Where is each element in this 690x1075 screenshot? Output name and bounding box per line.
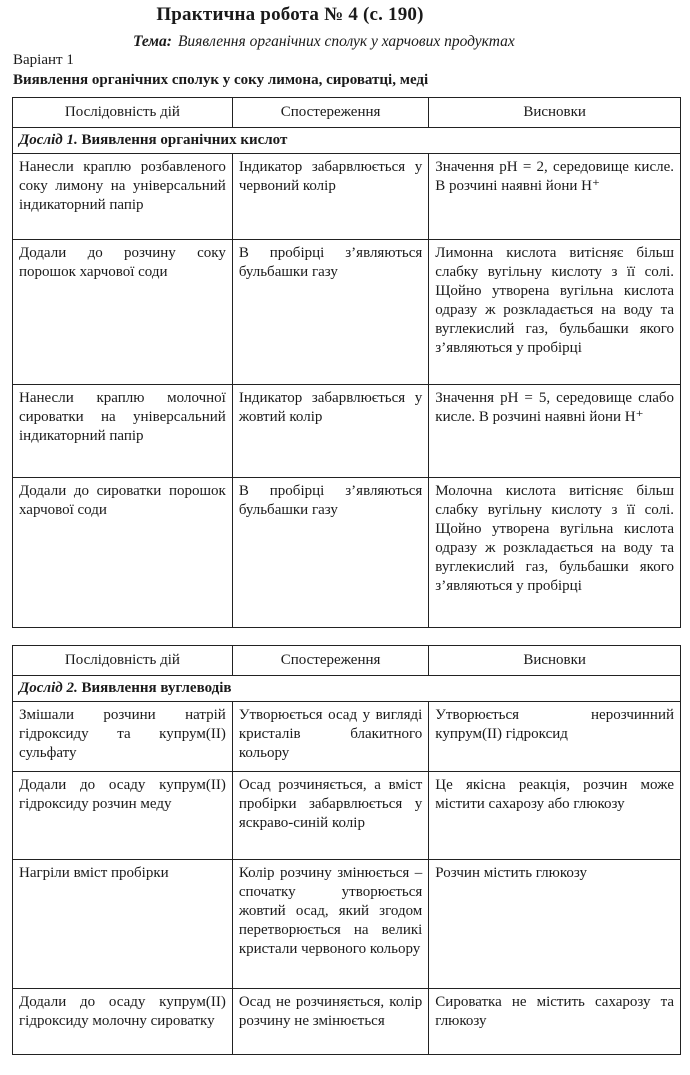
cell-action: Змішали розчини натрій гідроксиду та купрум(II) сульфату: [13, 702, 233, 772]
cell-observation: Індикатор забарвлюється у жовтий колір: [232, 385, 428, 478]
cell-observation: Колір розчину змінюється – спочатку утворюється жовтий осад, який згодом перетворюється на великі кристали червоного кольору: [232, 860, 428, 989]
table-header-row: [13, 98, 681, 128]
header-conclusions: Висновки: [429, 98, 681, 128]
cell-conclusion: Сироватка не містить сахарозу та глюкозу: [429, 989, 681, 1055]
cell-action: Нагріли вміст пробірки: [13, 860, 233, 989]
cell-action: Додали до сироватки порошок харчової соди: [13, 478, 233, 628]
cell-action: Додали до розчину соку порошок харчової соди: [13, 240, 233, 385]
section-1-name: Виявлення органічних кислот: [81, 132, 288, 148]
header-observations: Спостереження: [232, 98, 428, 128]
table-row: [13, 772, 681, 860]
cell-observation: Утворюється осад у вигляді кристалів блакитного кольору: [232, 702, 428, 772]
section-2-title: [13, 676, 681, 702]
table-row: [13, 154, 681, 240]
theme-text: Виявлення органічних сполук у харчових продуктах: [177, 33, 515, 50]
section-row: [13, 128, 681, 154]
experiment-2-table: [12, 645, 681, 1055]
cell-conclusion: Це якісна реакція, розчин може містити сахарозу або глюкозу: [429, 772, 681, 860]
cell-action: Нанесли краплю розбавленого соку лимону на універсальний індикаторний папір: [13, 154, 233, 240]
table-header-row: [13, 646, 681, 676]
table-row: [13, 240, 681, 385]
cell-observation: В пробірці з’являються бульбашки газу: [232, 478, 428, 628]
cell-conclusion: Лимонна кислота витісняє більш слабку вугільну кислоту з її солі. Щойно утворена вугільна кислота одразу ж розкладається на воду та вуглекислий газ, бульбашки якого з’являються у пробірці: [429, 240, 681, 385]
experiment-1-table: [12, 97, 681, 628]
theme-label: Тема:: [133, 33, 172, 50]
cell-observation: Осад розчиняється, а вміст пробірки забарвлюється у яскраво-синій колір: [232, 772, 428, 860]
cell-observation: Осад не розчиняється, колір розчину не змінюється: [232, 989, 428, 1055]
table-row: [13, 989, 681, 1055]
header-conclusions: Висновки: [429, 646, 681, 676]
subtitle: Виявлення органічних сполук у соку лимона, сироватці, меді: [13, 72, 429, 88]
header-actions: Послідовність дій: [13, 98, 233, 128]
cell-action: Нанесли краплю молочної сироватки на універсальний індикаторний папір: [13, 385, 233, 478]
theme-line: [133, 33, 515, 51]
table-row: [13, 702, 681, 772]
cell-action: Додали до осаду купрум(II) гідроксиду молочну сироватку: [13, 989, 233, 1055]
variant-label: Варіант 1: [13, 52, 74, 68]
cell-conclusion: Молочна кислота витісняє більш слабку вугільну кислоту з її солі. Щойно утворена вугільна кислота одразу ж розкладається на воду та вуглекислий газ, бульбашки якого з’являються у пробірці: [429, 478, 681, 628]
table-row: [13, 860, 681, 989]
section-2-num: Дослід 2.: [19, 680, 78, 696]
cell-conclusion: Значення pH = 2, середовище кисле. В розчині наявні йони H⁺: [429, 154, 681, 240]
section-1-num: Дослід 1.: [19, 132, 78, 148]
cell-observation: В пробірці з’являються бульбашки газу: [232, 240, 428, 385]
cell-action: Додали до осаду купрум(II) гідроксиду розчин меду: [13, 772, 233, 860]
section-1-title: [13, 128, 681, 154]
section-row: [13, 676, 681, 702]
cell-conclusion: Утворюється нерозчинний купрум(II) гідроксид: [429, 702, 681, 772]
cell-observation: Індикатор забарвлюється у червоний колір: [232, 154, 428, 240]
cell-conclusion: Значення pH = 5, середовище слабо кисле. В розчині наявні йони H⁺: [429, 385, 681, 478]
page-title: Практична робота № 4 (с. 190): [156, 4, 424, 25]
section-2-name: Виявлення вуглеводів: [81, 680, 232, 696]
table-row: [13, 385, 681, 478]
header-actions: Послідовність дій: [13, 646, 233, 676]
header-observations: Спостереження: [232, 646, 428, 676]
table-row: [13, 478, 681, 628]
cell-conclusion: Розчин містить глюкозу: [429, 860, 681, 989]
